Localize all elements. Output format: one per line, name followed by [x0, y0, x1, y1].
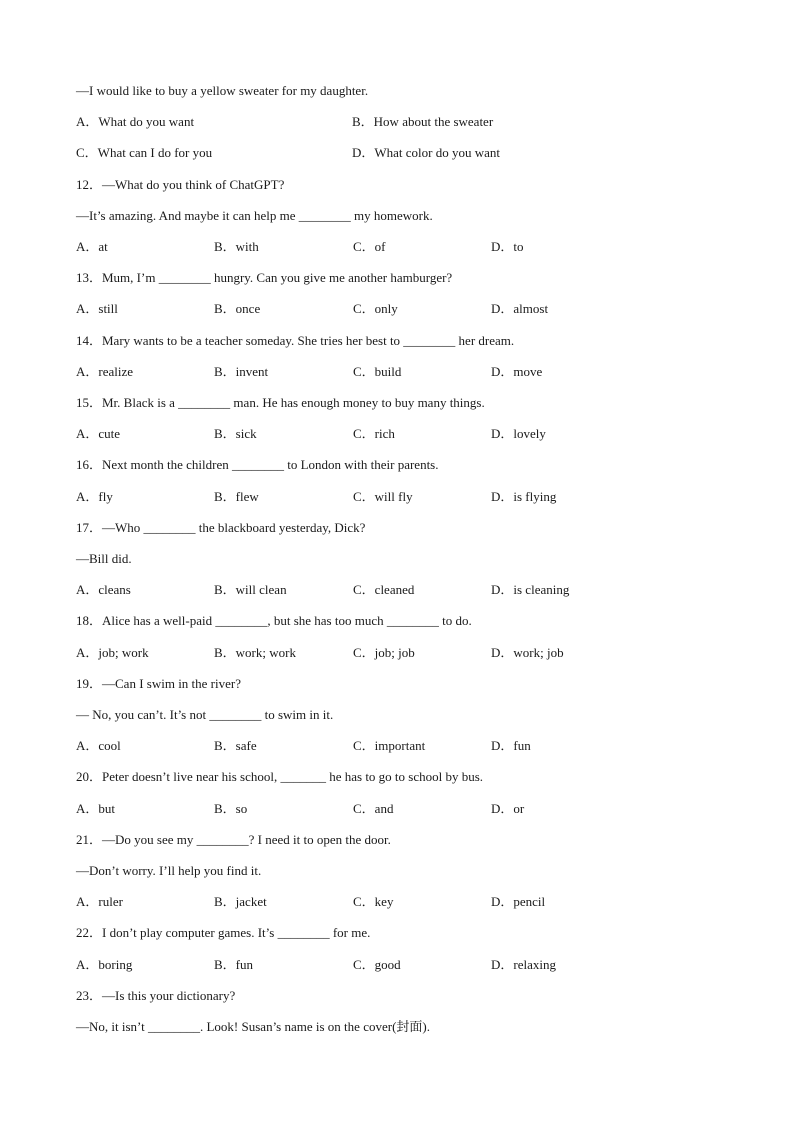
answer-option: A．job; work [76, 645, 149, 660]
answer-option: D．to [491, 239, 524, 254]
question-line: 12．—What do you think of ChatGPT? [76, 177, 285, 192]
question-line: 17．—Who ________ the blackboard yesterday, Dick? [76, 520, 366, 535]
answer-option: C．rich [353, 426, 395, 441]
answer-option: C．only [353, 301, 398, 316]
answer-option: D．pencil [491, 894, 546, 909]
question-line: —Bill did. [76, 551, 132, 566]
answer-option: C．good [353, 957, 401, 972]
answer-option: C．of [353, 239, 386, 254]
answer-option: A．ruler [76, 894, 123, 909]
answer-option: A．What do you want [76, 114, 195, 129]
answer-option: A．still [76, 301, 118, 316]
question-line: 20．Peter doesn’t live near his school, _______ he has to go to school by bus. [76, 769, 484, 784]
answer-option: A．fly [76, 489, 113, 504]
answer-option: A．realize [76, 364, 134, 379]
answer-option: D．almost [491, 301, 549, 316]
answer-option: B．sick [214, 426, 257, 441]
answer-option: B．How about the sweater [352, 114, 494, 129]
question-line: — No, you can’t. It’s not ________ to swim in it. [76, 707, 334, 722]
answer-option: A．cool [76, 738, 121, 753]
answer-option: B．invent [214, 364, 269, 379]
answer-option: B．flew [214, 489, 259, 504]
answer-option: D．move [491, 364, 543, 379]
answer-option: B．work; work [214, 645, 296, 660]
question-line: 14．Mary wants to be a teacher someday. She tries her best to ________ her dream. [76, 333, 515, 348]
answer-option: C．will fly [353, 489, 413, 504]
question-line: —No, it isn’t ________. Look! Susan’s name is on the cover(封面). [76, 1019, 430, 1034]
answer-option: C．and [353, 801, 394, 816]
answer-option: A．cute [76, 426, 121, 441]
question-line: 19．—Can I swim in the river? [76, 676, 241, 691]
question-line: —It’s amazing. And maybe it can help me ________ my homework. [76, 208, 433, 223]
question-line: 13．Mum, I’m ________ hungry. Can you give me another hamburger? [76, 270, 453, 285]
answer-option: A．cleans [76, 582, 131, 597]
answer-option: D．fun [491, 738, 531, 753]
question-line: —I would like to buy a yellow sweater for my daughter. [76, 83, 369, 98]
answer-option: C．What can I do for you [76, 145, 213, 160]
answer-option: D．is cleaning [491, 582, 570, 597]
answer-option: D．relaxing [491, 957, 556, 972]
answer-option: D．is flying [491, 489, 557, 504]
answer-option: B．once [214, 301, 261, 316]
answer-option: D．work; job [491, 645, 564, 660]
answer-option: C．cleaned [353, 582, 415, 597]
answer-option: B．with [214, 239, 259, 254]
answer-option: C．key [353, 894, 394, 909]
answer-option: C．build [353, 364, 402, 379]
answer-option: C．job; job [353, 645, 415, 660]
answer-option: C．important [353, 738, 426, 753]
answer-option: B．safe [214, 738, 257, 753]
question-line: 22．I don’t play computer games. It’s ________ for me. [76, 925, 371, 940]
question-line: 16．Next month the children ________ to London with their parents. [76, 457, 439, 472]
answer-option: B．jacket [214, 894, 267, 909]
answer-option: A．at [76, 239, 108, 254]
answer-option: D．What color do you want [352, 145, 501, 160]
answer-option: B．fun [214, 957, 254, 972]
answer-option: A．boring [76, 957, 133, 972]
question-line: 18．Alice has a well-paid ________, but she has too much ________ to do. [76, 613, 472, 628]
answer-option: B．so [214, 801, 248, 816]
question-line: 21．—Do you see my ________? I need it to open the door. [76, 832, 391, 847]
answer-option: B．will clean [214, 582, 287, 597]
question-line: 23．—Is this your dictionary? [76, 988, 236, 1003]
answer-option: D．or [491, 801, 525, 816]
answer-option: A．but [76, 801, 116, 816]
question-line: —Don’t worry. I’ll help you find it. [76, 863, 262, 878]
answer-option: D．lovely [491, 426, 546, 441]
question-line: 15．Mr. Black is a ________ man. He has enough money to buy many things. [76, 395, 485, 410]
